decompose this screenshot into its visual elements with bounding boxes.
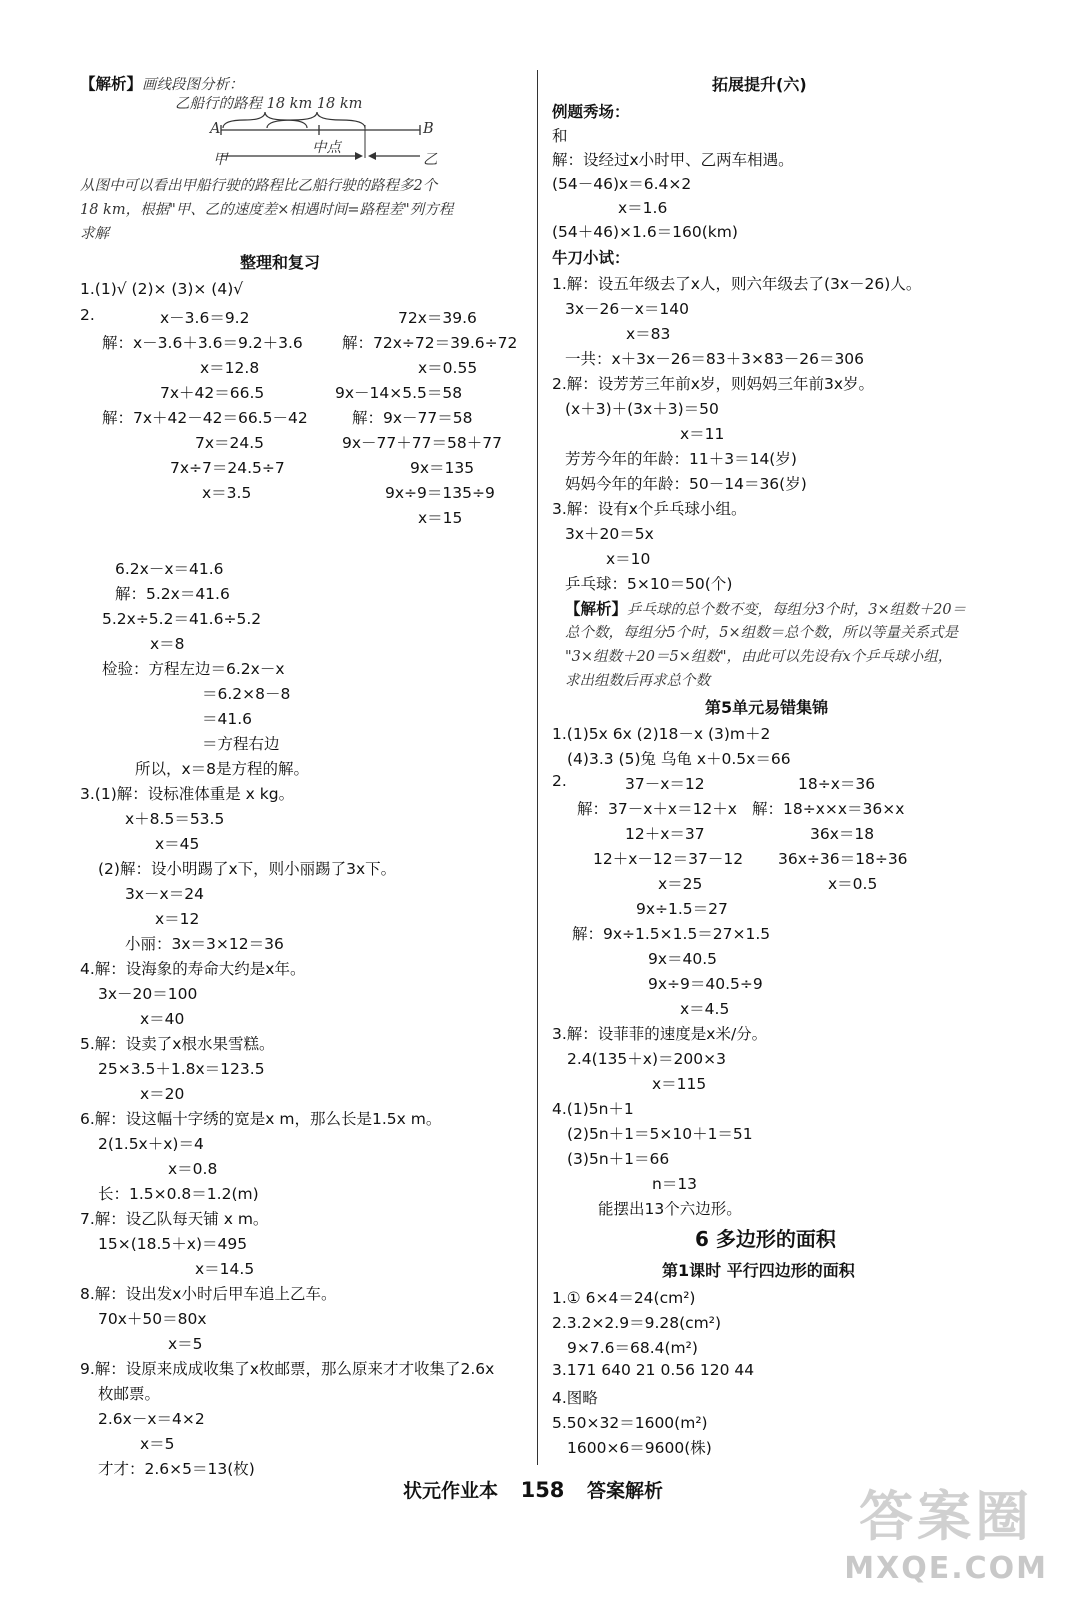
analysis-text: "3×组数＋20＝5×组数"，由此可以先设有x个乒乓球小组， [565,649,953,665]
answer-line: 检验：方程左边＝6.2x－x [102,660,285,678]
answer-line: 9.解：设原来成成收集了x枚邮票，那么原来才才收集了2.6x [80,1360,495,1378]
lesson-title: 第1课时 平行四边形的面积 [662,1261,855,1280]
answer-line: (2)5n＋1＝5×10＋1＝51 [567,1125,753,1143]
answer-line: (54＋46)×1.6＝160(km) [552,223,738,241]
analysis-text: 求解 [80,226,109,242]
chapter-title: 6 多边形的面积 [695,1227,836,1251]
answer-line: (2)解：设小明踢了x下，则小丽踢了3x下。 [98,860,397,878]
answer-line: 7x＝24.5 [195,434,265,452]
answer-line: 4.图略 [552,1389,598,1407]
answer-line: 解：7x＋42－42＝66.5－42 [102,409,308,427]
answer-line: 3x－x＝24 [125,885,204,903]
answer-line: 妈妈今年的年龄：50－14＝36(岁) [565,475,807,493]
answer-line: 1.① 6×4＝24(cm²) [552,1289,696,1307]
answer-line: 4.(1)5n＋1 [552,1100,634,1118]
analysis-label: 【解析】 [565,600,628,618]
answer-line: 5.解：设卖了x根水果雪糕。 [80,1035,275,1053]
answer-line: x＝12.8 [200,359,260,377]
answer-line: 70x＋50＝80x [98,1310,207,1328]
answer-line: x＝0.8 [168,1160,218,1178]
answer-line: 3x＋20＝5x [565,525,654,543]
answer-line: 3x－20＝100 [98,985,198,1003]
answer-line: 2(1.5x＋x)＝4 [98,1135,204,1153]
section-title: 拓展提升(六) [712,75,807,94]
answer-line: x＋8.5＝53.5 [125,810,225,828]
answer-line: 解：9x－77＝58 [352,409,473,427]
answer-line: x＝83 [626,325,671,343]
answer-line: 2.4(135＋x)＝200×3 [567,1050,726,1068]
answer-line: 7x＋42＝66.5 [160,384,265,402]
answer-line: 7.解：设乙队每天铺 x m。 [80,1210,269,1228]
answer-line: 3.(1)解：设标准体重是 x kg。 [80,785,295,803]
answer-line: n＝13 [652,1175,698,1193]
point-b: B [423,121,434,137]
answer-line: 1.(1)√ (2)× (3)× (4)√ [80,280,244,298]
answer-line: 5.50×32＝1600(m²) [552,1414,708,1432]
answer-line: 4.解：设海象的寿命大约是x年。 [80,960,306,978]
footer-section: 答案解析 [587,1480,664,1502]
answer-line: 9x－77＋77＝58＋77 [342,434,502,452]
answer-line: x＝3.5 [202,484,252,502]
answer-line: 例题秀场： [552,103,630,121]
diagram-top-label: 乙船行的路程 18 km 18 km [175,96,363,112]
answer-line: 2. [552,772,567,790]
answer-line: x＝1.6 [618,199,668,217]
answer-line: 牛刀小试： [552,249,630,267]
answer-line: 2.6x－x＝4×2 [98,1410,205,1428]
answer-line: 3.171 640 21 0.56 120 44 [552,1361,755,1379]
answer-line: 72x＝39.6 [398,309,477,327]
page-number: 158 [520,1478,565,1502]
answer-line: 能摆出13个六边形。 [598,1200,742,1218]
jia-label: 甲 [213,152,228,168]
answer-line: 解：9x÷1.5×1.5＝27×1.5 [572,925,771,943]
book-title: 状元作业本 [402,1480,498,1502]
answer-line: 12＋x－12＝37－12 [593,850,744,868]
section-title: 第5单元易错集锦 [705,698,829,717]
answer-line: x＝4.5 [680,1000,730,1018]
answer-line: x＝5 [140,1435,175,1453]
answer-line: 36x＝18 [810,825,875,843]
answer-line: 1.(1)5x 6x (2)18－x (3)m＋2 [552,725,771,743]
answer-line: ＝6.2×8－8 [202,685,291,703]
answer-line: (x＋3)＋(3x＋3)＝50 [565,400,719,418]
answer-line: x＝20 [140,1085,185,1103]
answer-line: 6.2x－x＝41.6 [115,560,224,578]
answer-line: 解：37－x＋x＝12＋x [577,800,737,818]
answer-line: x－3.6＝9.2 [160,309,250,327]
answer-line: 乒乓球：5×10＝50(个) [565,575,733,593]
answer-line: ＝方程右边 [202,735,280,753]
brace-2 [267,112,365,128]
answer-line: 2.解：设芳芳三年前x岁，则妈妈三年前3x岁。 [552,375,874,393]
answer-line: 8.解：设出发x小时后甲车追上乙车。 [80,1285,337,1303]
analysis-text: 乒乓球的总个数不变，每组分3个时，3×组数＋20＝ [627,602,967,618]
answer-line: x＝8 [150,635,185,653]
answer-line: x＝115 [652,1075,707,1093]
answer-line: x＝10 [606,550,651,568]
answer-line: x＝5 [168,1335,203,1353]
answer-line: x＝45 [155,835,200,853]
answer-line: 9x＝135 [410,459,475,477]
answer-line: x＝0.5 [828,875,878,893]
answer-line: 2. [80,306,95,324]
answer-line: 才才：2.6×5＝13(枚) [98,1460,255,1478]
column-divider [537,70,538,1465]
yi-label: 乙 [423,152,438,168]
answer-line: (54－46)x＝6.4×2 [552,175,692,193]
answer-line: 37－x＝12 [625,775,705,793]
analysis-text: 从图中可以看出甲船行驶的路程比乙船行驶的路程多2个 [80,178,438,194]
answer-line: 一共：x＋3x－26＝83＋3×83－26＝306 [565,350,865,368]
analysis-text: 求出组数后再求总个数 [565,673,710,689]
analysis-label: 【解析】 [80,75,143,93]
answer-line: 解：72x÷72＝39.6÷72 [342,334,518,352]
answer-line: x＝15 [418,509,463,527]
answer-line: x＝14.5 [195,1260,255,1278]
answer-line: 解：18÷x×x＝36×x [752,800,905,818]
answer-line: 6.解：设这幅十字绣的宽是x m，那么长是1.5x m。 [80,1110,442,1128]
answer-line: x＝11 [680,425,725,443]
answer-line: 3x－26－x＝140 [565,300,690,318]
point-a: A [210,121,221,137]
answer-line: 18÷x＝36 [798,775,876,793]
answer-line: 9x÷9＝40.5÷9 [648,975,763,993]
answer-line: (3)5n＋1＝66 [567,1150,670,1168]
answer-line: 9x－14×5.5＝58 [335,384,463,402]
answer-line: 5.2x÷5.2＝41.6÷5.2 [102,610,262,628]
answer-line: 9x÷9＝135÷9 [385,484,495,502]
answer-line: 所以，x＝8是方程的解。 [135,760,310,778]
answer-line: 小丽：3x＝3×12＝36 [125,935,284,953]
answer-line: 解：5.2x＝41.6 [115,585,230,603]
answer-line: x＝12 [155,910,200,928]
answer-line: 15×(18.5＋x)＝495 [98,1235,248,1253]
answer-line: 7x÷7＝24.5÷7 [170,459,285,477]
answer-line: 12＋x＝37 [625,825,705,843]
watermark-url: MXQE.COM [844,1551,1048,1586]
watermark-logo: 答案圈 [859,1485,1034,1548]
analysis-text: 总个数，每组分5个时，5×组数＝总个数，所以等量关系式是 [565,625,959,641]
answer-line: x＝25 [658,875,703,893]
answer-line: x＝40 [140,1010,185,1028]
answer-line: 2.3.2×2.9＝9.28(cm²) [552,1314,722,1332]
answer-line: 和 [552,127,568,145]
answer-line: 枚邮票。 [98,1385,161,1403]
answer-line: 芳芳今年的年龄：11＋3＝14(岁) [565,450,797,468]
answer-line: 9x＝40.5 [648,950,718,968]
section-title: 整理和复习 [240,253,321,272]
analysis-text: 18 km，根据"甲、乙的速度差×相遇时间=路程差"列方程 [80,202,454,218]
answer-line: 1600×6＝9600(株) [567,1439,712,1457]
answer-line: 解：x－3.6＋3.6＝9.2＋3.6 [102,334,303,352]
answer-line: ＝41.6 [202,710,253,728]
answer-line: 3.解：设菲菲的速度是x米/分。 [552,1025,768,1043]
answer-line: 解：设经过x小时甲、乙两车相遇。 [552,151,794,169]
site-watermark [844,1474,1048,1586]
answer-line: 3.解：设有x个乒乓球小组。 [552,500,747,518]
answer-line: 1.解：设五年级去了x人，则六年级去了(3x－26)人。 [552,275,922,293]
answer-line: 36x÷36＝18÷36 [778,850,908,868]
analysis-intro: 画线段图分析： [142,77,244,93]
midpoint-label: 中点 [312,140,341,156]
answer-line: 25×3.5＋1.8x＝123.5 [98,1060,265,1078]
answer-line: (4)3.3 (5)兔 乌龟 x＋0.5x＝66 [567,750,791,768]
answer-line: 长：1.5×0.8＝1.2(m) [98,1185,259,1203]
answer-line: x＝0.55 [418,359,478,377]
answer-line: 9×7.6＝68.4(m²) [567,1339,698,1357]
answer-line: 9x÷1.5＝27 [636,900,728,918]
